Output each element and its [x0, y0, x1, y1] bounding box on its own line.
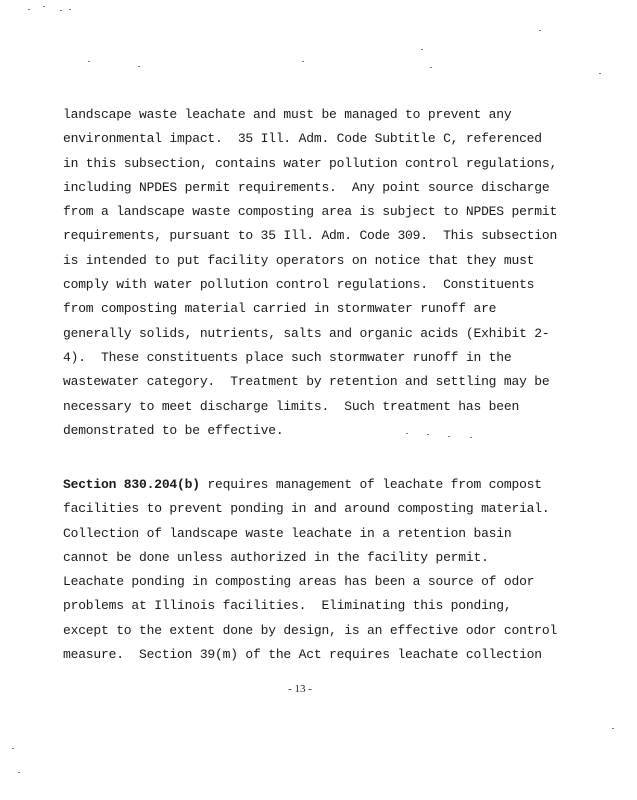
text-line: requirements, pursuant to 35 Ill. Adm. Code 309. This subsection [63, 228, 558, 244]
text-line: Collection of landscape waste leachate in a retention basin [63, 525, 512, 541]
text-line: necessary to meet discharge limits. Such treatment has been [63, 398, 520, 414]
scan-speck [539, 30, 541, 31]
text-line: except to the extent done by design, is an effective odor control [63, 622, 558, 638]
text-line: generally solids, nutrients, salts and organic acids (Exhibit 2- [63, 325, 550, 341]
text-line: is intended to put facility operators on notice that they must [63, 252, 535, 268]
section-heading: Section 830.204(b) [63, 477, 200, 492]
scan-speck [430, 67, 432, 68]
scan-speck [138, 66, 140, 67]
text-line: environmental impact. 35 Ill. Adm. Code Subtitle C, referenced [63, 131, 542, 147]
text-fragment: requires management of leachate from compost [199, 477, 542, 492]
text-line: Leachate ponding in composting areas has been a source of odor [63, 574, 535, 590]
text-line: cannot be done unless authorized in the facility permit. [63, 549, 489, 565]
scan-speck [18, 772, 20, 773]
text-line: in this subsection, contains water pollution control regulations, [63, 155, 558, 171]
scan-speck [60, 10, 62, 11]
text-line: problems at Illinois facilities. Eliminating this ponding, [63, 598, 512, 614]
paragraph-2 [63, 473, 563, 667]
page-number: - 13 - [288, 683, 312, 695]
text-line: landscape waste leachate and must be managed to prevent any [63, 107, 512, 122]
scan-speck [28, 9, 30, 10]
text-line: 4). These constituents place such stormwater runoff in the [63, 349, 512, 365]
scan-speck [88, 61, 90, 62]
scan-speck [43, 6, 45, 7]
scan-speck [69, 9, 71, 10]
text-line: including NPDES permit requirements. Any point source discharge [63, 179, 550, 195]
scan-speck [12, 748, 14, 749]
scan-speck [421, 49, 423, 50]
scan-speck [612, 728, 614, 729]
text-line: from composting material carried in stormwater runoff are [63, 301, 497, 317]
scan-speck [599, 73, 601, 74]
text-line: wastewater category. Treatment by retention and settling may be [63, 374, 550, 390]
text-line: comply with water pollution control regulations. Constituents [63, 277, 535, 293]
text-line: from a landscape waste composting area is subject to NPDES permit [63, 204, 558, 220]
paragraph-1 [63, 103, 563, 443]
text-line-first [63, 473, 563, 497]
text-line: facilities to prevent ponding in and around composting material. [63, 501, 550, 517]
text-line: demonstrated to be effective. [63, 422, 284, 438]
scan-speck [302, 61, 304, 62]
text-line: measure. Section 39(m) of the Act requires leachate collection [63, 647, 542, 663]
